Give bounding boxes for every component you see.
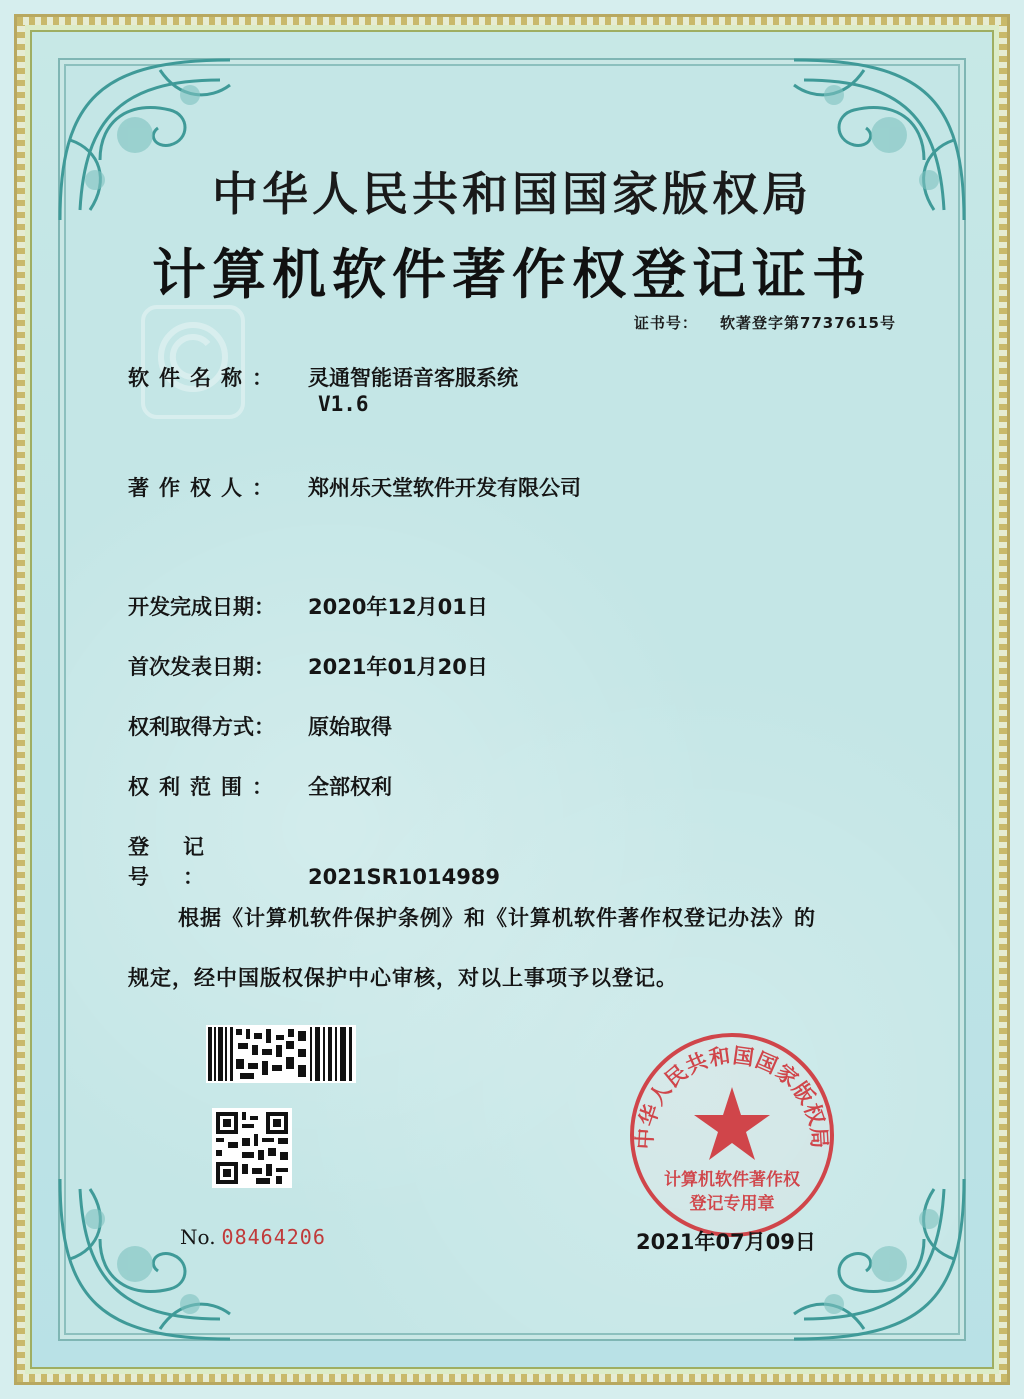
seal-inner-line-2: 登记专用章 — [689, 1194, 775, 1214]
certificate-title: 计算机软件著作权登记证书 — [152, 242, 872, 306]
registration-number-row — [128, 831, 500, 891]
serial-value: 08464206 — [221, 1225, 326, 1249]
certificate-number-value: 软著登字第7737615号 — [719, 314, 896, 332]
rights-scope-label: 权利范围： — [128, 775, 283, 799]
rights-scope-row — [128, 771, 392, 801]
software-name-label: 软件名称： — [128, 366, 283, 390]
seal-outer-text: 中华人民共和国国家版权局 — [632, 1043, 832, 1150]
serial-number — [180, 1225, 326, 1249]
seal-inner-line-1: 计算机软件著作权 — [664, 1170, 800, 1190]
first-publication-value: 2021年01月20日 — [308, 655, 488, 679]
copyright-owner-label: 著作权人： — [128, 476, 283, 500]
issuer-heading: 中华人民共和国国家版权局 — [212, 167, 812, 221]
statement-line-1: 根据《计算机软件保护条例》和《计算机软件著作权登记办法》的 — [178, 906, 816, 930]
barcode-icon — [206, 1025, 356, 1083]
acquisition-method-label: 权利取得方式： — [128, 715, 275, 739]
development-date-value: 2020年12月01日 — [308, 595, 488, 619]
official-seal-icon — [622, 1025, 842, 1245]
qr-code-icon — [212, 1108, 292, 1188]
development-date-label: 开发完成日期： — [128, 595, 275, 619]
statement-line-2: 规定，经中国版权保护中心审核，对以上事项予以登记。 — [128, 966, 678, 990]
corner-ornament-icon — [40, 1159, 260, 1359]
acquisition-method-value: 原始取得 — [308, 715, 392, 739]
development-date-row — [128, 591, 488, 621]
software-name-row — [128, 362, 518, 392]
certificate-number — [634, 312, 896, 333]
first-publication-row — [128, 651, 488, 681]
acquisition-method-row — [128, 711, 392, 741]
certificate-number-label: 证书号： — [633, 314, 698, 332]
copyright-owner-value: 郑州乐天堂软件开发有限公司 — [308, 476, 581, 500]
copyright-owner-row — [128, 472, 581, 502]
registration-number-value: 2021SR1014989 — [308, 865, 501, 889]
software-name-value: 灵通智能语音客服系统 — [308, 366, 518, 390]
serial-prefix: No. — [180, 1225, 216, 1249]
software-version: V1.6 — [318, 392, 369, 416]
rights-scope-value: 全部权利 — [308, 775, 392, 799]
first-publication-label: 首次发表日期： — [128, 655, 275, 679]
registration-number-label: 登记号： — [128, 835, 238, 889]
issue-date: 2021年07月09日 — [636, 1230, 816, 1254]
